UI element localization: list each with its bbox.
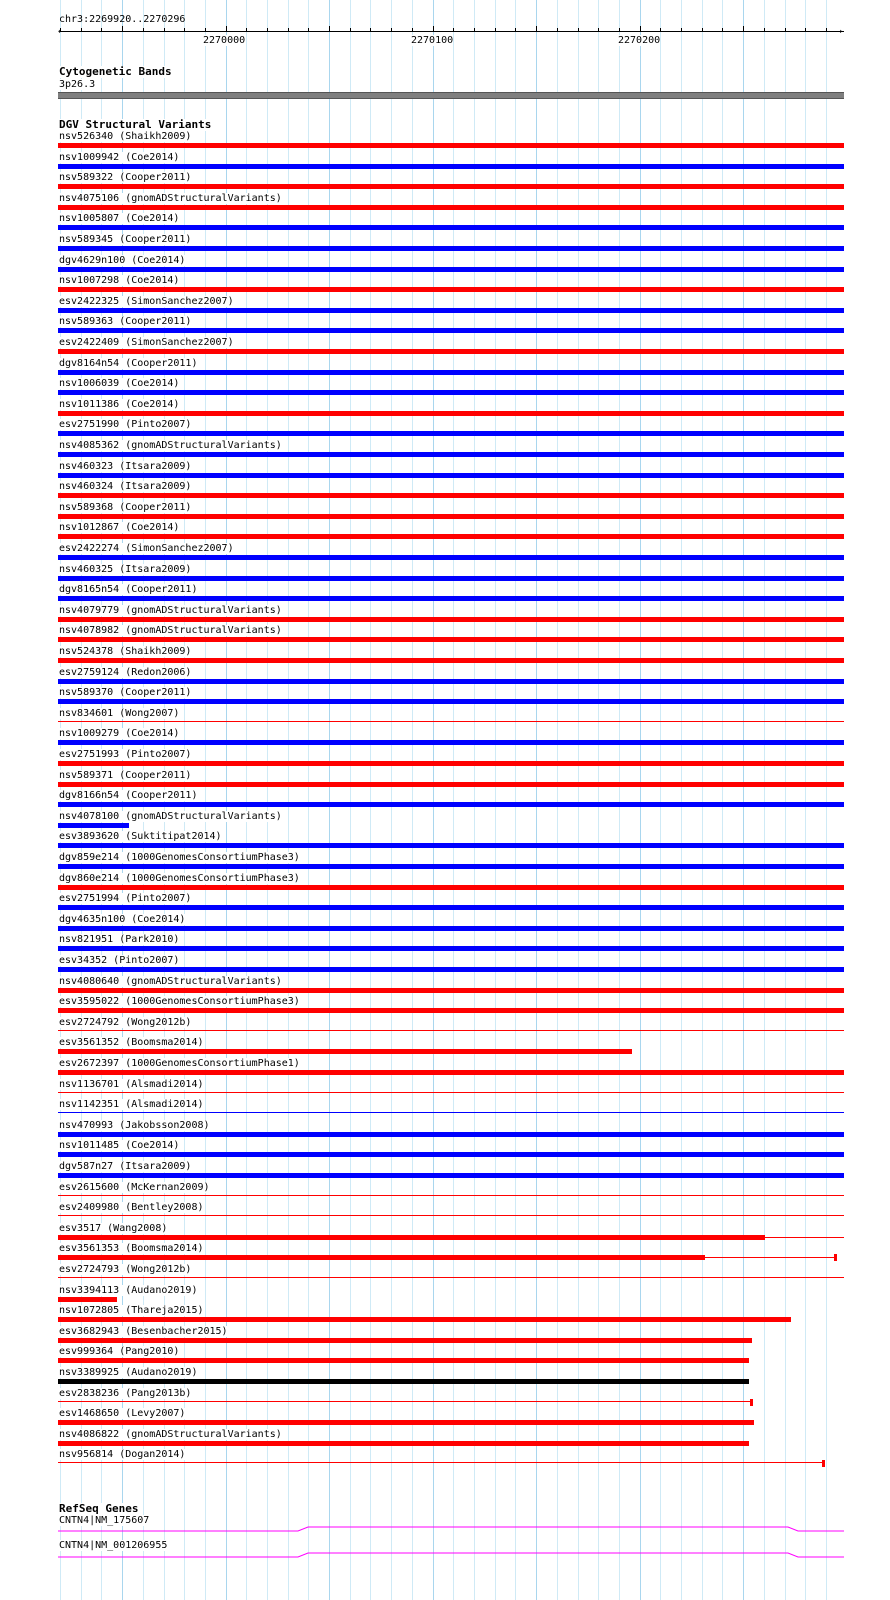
ruler-tick <box>826 28 827 32</box>
dgv-feature-label: esv3561353 (Boomsma2014) <box>59 1243 204 1254</box>
dgv-feature-label: nsv1011485 (Coe2014) <box>59 1140 180 1151</box>
dgv-feature-label: esv3561352 (Boomsma2014) <box>59 1037 204 1048</box>
dgv-feature-bar[interactable] <box>58 205 844 210</box>
ruler-tick <box>308 28 309 32</box>
dgv-feature-bar[interactable] <box>58 328 844 333</box>
dgv-feature-bar[interactable] <box>58 802 844 807</box>
ruler-tick <box>412 28 413 32</box>
dgv-feature-bar[interactable] <box>58 514 844 519</box>
ruler-tick <box>474 28 475 32</box>
dgv-feature-label: nsv4075106 (gnomADStructuralVariants) <box>59 193 282 204</box>
dgv-feature-bar[interactable] <box>58 1401 752 1402</box>
dgv-feature-label: nsv589345 (Cooper2011) <box>59 234 192 245</box>
dgv-feature-label: nsv4078100 (gnomADStructuralVariants) <box>59 811 282 822</box>
ruler-tick <box>370 28 371 32</box>
dgv-feature-bar[interactable] <box>58 905 844 910</box>
grid-line <box>826 0 827 1600</box>
dgv-feature-connector[interactable] <box>705 1257 836 1258</box>
dgv-feature-label: nsv4079779 (gnomADStructuralVariants) <box>59 605 282 616</box>
cytoband-label: 3p26.3 <box>59 79 96 90</box>
dgv-feature-bar[interactable] <box>58 1441 749 1446</box>
ruler-tick <box>81 28 82 32</box>
dgv-feature-label: esv2838236 (Pang2013b) <box>59 1388 192 1399</box>
dgv-feature-label: nsv589363 (Cooper2011) <box>59 316 192 327</box>
dgv-feature-label: nsv1072805 (Thareja2015) <box>59 1305 204 1316</box>
dgv-feature-label: esv2409980 (Bentley2008) <box>59 1202 204 1213</box>
ruler-tick <box>660 28 661 32</box>
dgv-feature-label: dgv587n27 (Itsara2009) <box>59 1161 192 1172</box>
ruler-tick <box>805 28 806 32</box>
dgv-feature-label: nsv1142351 (Alsmadi2014) <box>59 1099 204 1110</box>
dgv-feature-bar[interactable] <box>58 164 844 169</box>
arrow-right-icon[interactable]: → <box>836 26 843 37</box>
dgv-feature-bar[interactable] <box>58 452 844 457</box>
dgv-feature-bar[interactable] <box>58 1215 844 1216</box>
dgv-feature-label: esv2724792 (Wong2012b) <box>59 1017 192 1028</box>
dgv-feature-label: nsv4085362 (gnomADStructuralVariants) <box>59 440 282 451</box>
ruler-tick <box>288 28 289 32</box>
dgv-feature-label: nsv821951 (Park2010) <box>59 934 180 945</box>
ruler-tick <box>702 28 703 32</box>
dgv-feature-bar[interactable] <box>58 349 844 354</box>
ruler-line <box>60 31 844 32</box>
dgv-feature-label: esv2751990 (Pinto2007) <box>59 419 192 430</box>
dgv-feature-label: nsv1006039 (Coe2014) <box>59 378 180 389</box>
dgv-feature-label: nsv589371 (Cooper2011) <box>59 770 192 781</box>
grid-line <box>764 0 765 1600</box>
dgv-feature-label: esv999364 (Pang2010) <box>59 1346 180 1357</box>
gene-label: CNTN4|NM_175607 <box>59 1515 150 1526</box>
dgv-feature-label: nsv589370 (Cooper2011) <box>59 687 192 698</box>
dgv-feature-label: nsv460324 (Itsara2009) <box>59 481 192 492</box>
dgv-feature-label: nsv3389925 (Audano2019) <box>59 1367 198 1378</box>
dgv-feature-connector[interactable] <box>765 1237 844 1238</box>
dgv-feature-bar[interactable] <box>58 1030 844 1031</box>
dgv-feature-bar[interactable] <box>58 967 844 972</box>
dgv-feature-bar[interactable] <box>58 1297 117 1302</box>
dgv-feature-bar[interactable] <box>58 411 844 416</box>
dgv-feature-bar[interactable] <box>58 390 844 395</box>
dgv-feature-bar[interactable] <box>58 493 844 498</box>
dgv-feature-bar[interactable] <box>58 1049 632 1054</box>
dgv-feature-bar[interactable] <box>58 287 844 292</box>
ruler-tick <box>722 28 723 32</box>
dgv-feature-bar[interactable] <box>58 1092 844 1093</box>
ruler-tick <box>391 28 392 32</box>
dgv-feature-endcap[interactable] <box>750 1399 753 1406</box>
dgv-feature-label: esv2759124 (Redon2006) <box>59 667 192 678</box>
dgv-feature-label: dgv4629n100 (Coe2014) <box>59 255 186 266</box>
ruler-tick <box>743 26 744 32</box>
dgv-feature-label: nsv524378 (Shaikh2009) <box>59 646 192 657</box>
ruler-tick <box>598 28 599 32</box>
ruler-tick <box>246 28 247 32</box>
dgv-feature-bar[interactable] <box>58 926 844 931</box>
dgv-feature-bar[interactable] <box>58 1195 844 1196</box>
dgv-feature-endcap[interactable] <box>822 1460 825 1467</box>
dgv-feature-bar[interactable] <box>58 184 844 189</box>
dgv-feature-bar[interactable] <box>58 1112 844 1113</box>
dgv-feature-label: nsv1011386 (Coe2014) <box>59 399 180 410</box>
gene-model[interactable] <box>58 1550 844 1560</box>
dgv-feature-label: dgv8165n54 (Cooper2011) <box>59 584 198 595</box>
dgv-feature-label: nsv589368 (Cooper2011) <box>59 502 192 513</box>
dgv-feature-label: nsv956814 (Dogan2014) <box>59 1449 186 1460</box>
dgv-feature-label: nsv589322 (Cooper2011) <box>59 172 192 183</box>
dgv-feature-bar[interactable] <box>58 946 844 951</box>
grid-line <box>785 0 786 1600</box>
dgv-feature-label: nsv4078982 (gnomADStructuralVariants) <box>59 625 282 636</box>
dgv-feature-bar[interactable] <box>58 679 844 684</box>
dgv-feature-bar[interactable] <box>58 782 844 787</box>
dgv-feature-bar[interactable] <box>58 1152 844 1157</box>
dgv-feature-label: esv2751993 (Pinto2007) <box>59 749 192 760</box>
dgv-feature-bar[interactable] <box>58 1173 844 1178</box>
dgv-feature-label: nsv526340 (Shaikh2009) <box>59 131 192 142</box>
ruler-tick <box>640 26 641 32</box>
ruler-tick <box>619 28 620 32</box>
dgv-feature-label: nsv1136701 (Alsmadi2014) <box>59 1079 204 1090</box>
dgv-track-title: DGV Structural Variants <box>59 118 212 131</box>
dgv-feature-label: nsv4086822 (gnomADStructuralVariants) <box>59 1429 282 1440</box>
dgv-feature-bar[interactable] <box>58 308 844 313</box>
dgv-feature-label: nsv4080640 (gnomADStructuralVariants) <box>59 976 282 987</box>
dgv-feature-bar[interactable] <box>58 843 844 848</box>
dgv-feature-bar[interactable] <box>58 740 844 745</box>
dgv-feature-label: nsv1009279 (Coe2014) <box>59 728 180 739</box>
dgv-feature-label: esv2422274 (SimonSanchez2007) <box>59 543 234 554</box>
ruler-tick <box>226 26 227 32</box>
dgv-feature-bar[interactable] <box>58 761 844 766</box>
dgv-feature-label: esv3682943 (Besenbacher2015) <box>59 1326 228 1337</box>
dgv-feature-label: nsv460323 (Itsara2009) <box>59 461 192 472</box>
dgv-feature-bar[interactable] <box>58 637 844 642</box>
dgv-feature-bar[interactable] <box>58 864 844 869</box>
ruler-tick <box>143 28 144 32</box>
dgv-feature-bar[interactable] <box>58 473 844 478</box>
ruler-tick <box>164 28 165 32</box>
dgv-feature-label: dgv860e214 (1000GenomesConsortiumPhase3) <box>59 873 300 884</box>
dgv-feature-bar[interactable] <box>58 225 844 230</box>
ruler-tick <box>495 28 496 32</box>
gene-label: CNTN4|NM_001206955 <box>59 1540 168 1551</box>
ruler-tick <box>350 28 351 32</box>
ruler-tick <box>764 28 765 32</box>
ruler-tick <box>785 28 786 32</box>
dgv-feature-label: nsv460325 (Itsara2009) <box>59 564 192 575</box>
dgv-feature-bar[interactable] <box>58 246 844 251</box>
cytoband-track-title: Cytogenetic Bands <box>59 65 172 78</box>
dgv-feature-label: esv2615600 (McKernan2009) <box>59 1182 210 1193</box>
dgv-feature-bar[interactable] <box>58 1277 844 1278</box>
ruler-label: 2270200 <box>618 35 661 46</box>
dgv-feature-bar[interactable] <box>58 617 844 622</box>
dgv-feature-bar[interactable] <box>58 699 844 704</box>
dgv-feature-label: nsv470993 (Jakobsson2008) <box>59 1120 210 1131</box>
dgv-feature-bar[interactable] <box>58 885 844 890</box>
dgv-feature-bar[interactable] <box>58 1420 754 1425</box>
dgv-feature-bar[interactable] <box>58 658 844 663</box>
dgv-feature-label: esv2724793 (Wong2012b) <box>59 1264 192 1275</box>
cytoband-bar[interactable] <box>58 92 844 99</box>
ruler-tick <box>267 28 268 32</box>
dgv-feature-label: nsv834601 (Wong2007) <box>59 708 180 719</box>
dgv-feature-bar[interactable] <box>58 370 844 375</box>
dgv-feature-label: dgv8164n54 (Cooper2011) <box>59 358 198 369</box>
dgv-feature-label: esv1468650 (Levy2007) <box>59 1408 186 1419</box>
dgv-feature-bar[interactable] <box>58 1338 752 1343</box>
dgv-feature-bar[interactable] <box>58 1379 749 1384</box>
dgv-feature-label: esv3517 (Wang2008) <box>59 1223 168 1234</box>
dgv-feature-label: dgv4635n100 (Coe2014) <box>59 914 186 925</box>
dgv-feature-bar[interactable] <box>58 576 844 581</box>
dgv-feature-label: dgv859e214 (1000GenomesConsortiumPhase3) <box>59 852 300 863</box>
dgv-feature-bar[interactable] <box>58 431 844 436</box>
refseq-track-title: RefSeq Genes <box>59 1502 139 1515</box>
dgv-feature-bar[interactable] <box>58 721 844 722</box>
dgv-feature-label: nsv1007298 (Coe2014) <box>59 275 180 286</box>
dgv-feature-label: esv3595022 (1000GenomesConsortiumPhase3) <box>59 996 300 1007</box>
ruler-tick <box>681 28 682 32</box>
dgv-feature-bar[interactable] <box>58 1070 844 1075</box>
dgv-feature-bar[interactable] <box>58 143 844 148</box>
ruler-tick <box>536 26 537 32</box>
dgv-feature-bar[interactable] <box>58 596 844 601</box>
ruler-tick <box>433 26 434 32</box>
dgv-feature-bar[interactable] <box>58 555 844 560</box>
ruler-tick <box>453 28 454 32</box>
dgv-feature-label: esv2751994 (Pinto2007) <box>59 893 192 904</box>
gene-model[interactable] <box>58 1525 844 1535</box>
dgv-feature-label: dgv8166n54 (Cooper2011) <box>59 790 198 801</box>
dgv-feature-label: nsv1012867 (Coe2014) <box>59 522 180 533</box>
dgv-feature-label: esv2422325 (SimonSanchez2007) <box>59 296 234 307</box>
dgv-feature-label: nsv3394113 (Audano2019) <box>59 1285 198 1296</box>
dgv-feature-label: esv2672397 (1000GenomesConsortiumPhase1) <box>59 1058 300 1069</box>
arrow-left-icon[interactable]: ← <box>58 26 65 37</box>
ruler-tick <box>122 26 123 32</box>
ruler-tick <box>184 28 185 32</box>
dgv-feature-bar[interactable] <box>58 1255 705 1260</box>
dgv-feature-bar[interactable] <box>58 1317 791 1322</box>
ruler-tick <box>557 28 558 32</box>
dgv-feature-label: nsv1005807 (Coe2014) <box>59 213 180 224</box>
ruler-tick <box>515 28 516 32</box>
ruler-tick <box>101 28 102 32</box>
ruler-tick <box>329 26 330 32</box>
ruler-label: 2270000 <box>203 35 246 46</box>
dgv-feature-endcap[interactable] <box>834 1254 837 1261</box>
dgv-feature-bar[interactable] <box>58 1235 765 1240</box>
dgv-feature-bar[interactable] <box>58 267 844 272</box>
ruler-tick <box>578 28 579 32</box>
dgv-feature-label: esv34352 (Pinto2007) <box>59 955 180 966</box>
dgv-feature-bar[interactable] <box>58 988 844 993</box>
dgv-feature-label: esv2422409 (SimonSanchez2007) <box>59 337 234 348</box>
dgv-feature-bar[interactable] <box>58 823 129 828</box>
dgv-feature-bar[interactable] <box>58 1358 749 1363</box>
ruler-label: 2270100 <box>411 35 454 46</box>
dgv-feature-bar[interactable] <box>58 1462 824 1463</box>
dgv-feature-bar[interactable] <box>58 1132 844 1137</box>
grid-line <box>805 0 806 1600</box>
dgv-feature-label: esv3893620 (Suktitipat2014) <box>59 831 222 842</box>
dgv-feature-label: nsv1009942 (Coe2014) <box>59 152 180 163</box>
location-text: chr3:2269920..2270296 <box>59 14 186 25</box>
dgv-feature-bar[interactable] <box>58 534 844 539</box>
dgv-feature-bar[interactable] <box>58 1008 844 1013</box>
ruler-tick <box>205 28 206 32</box>
